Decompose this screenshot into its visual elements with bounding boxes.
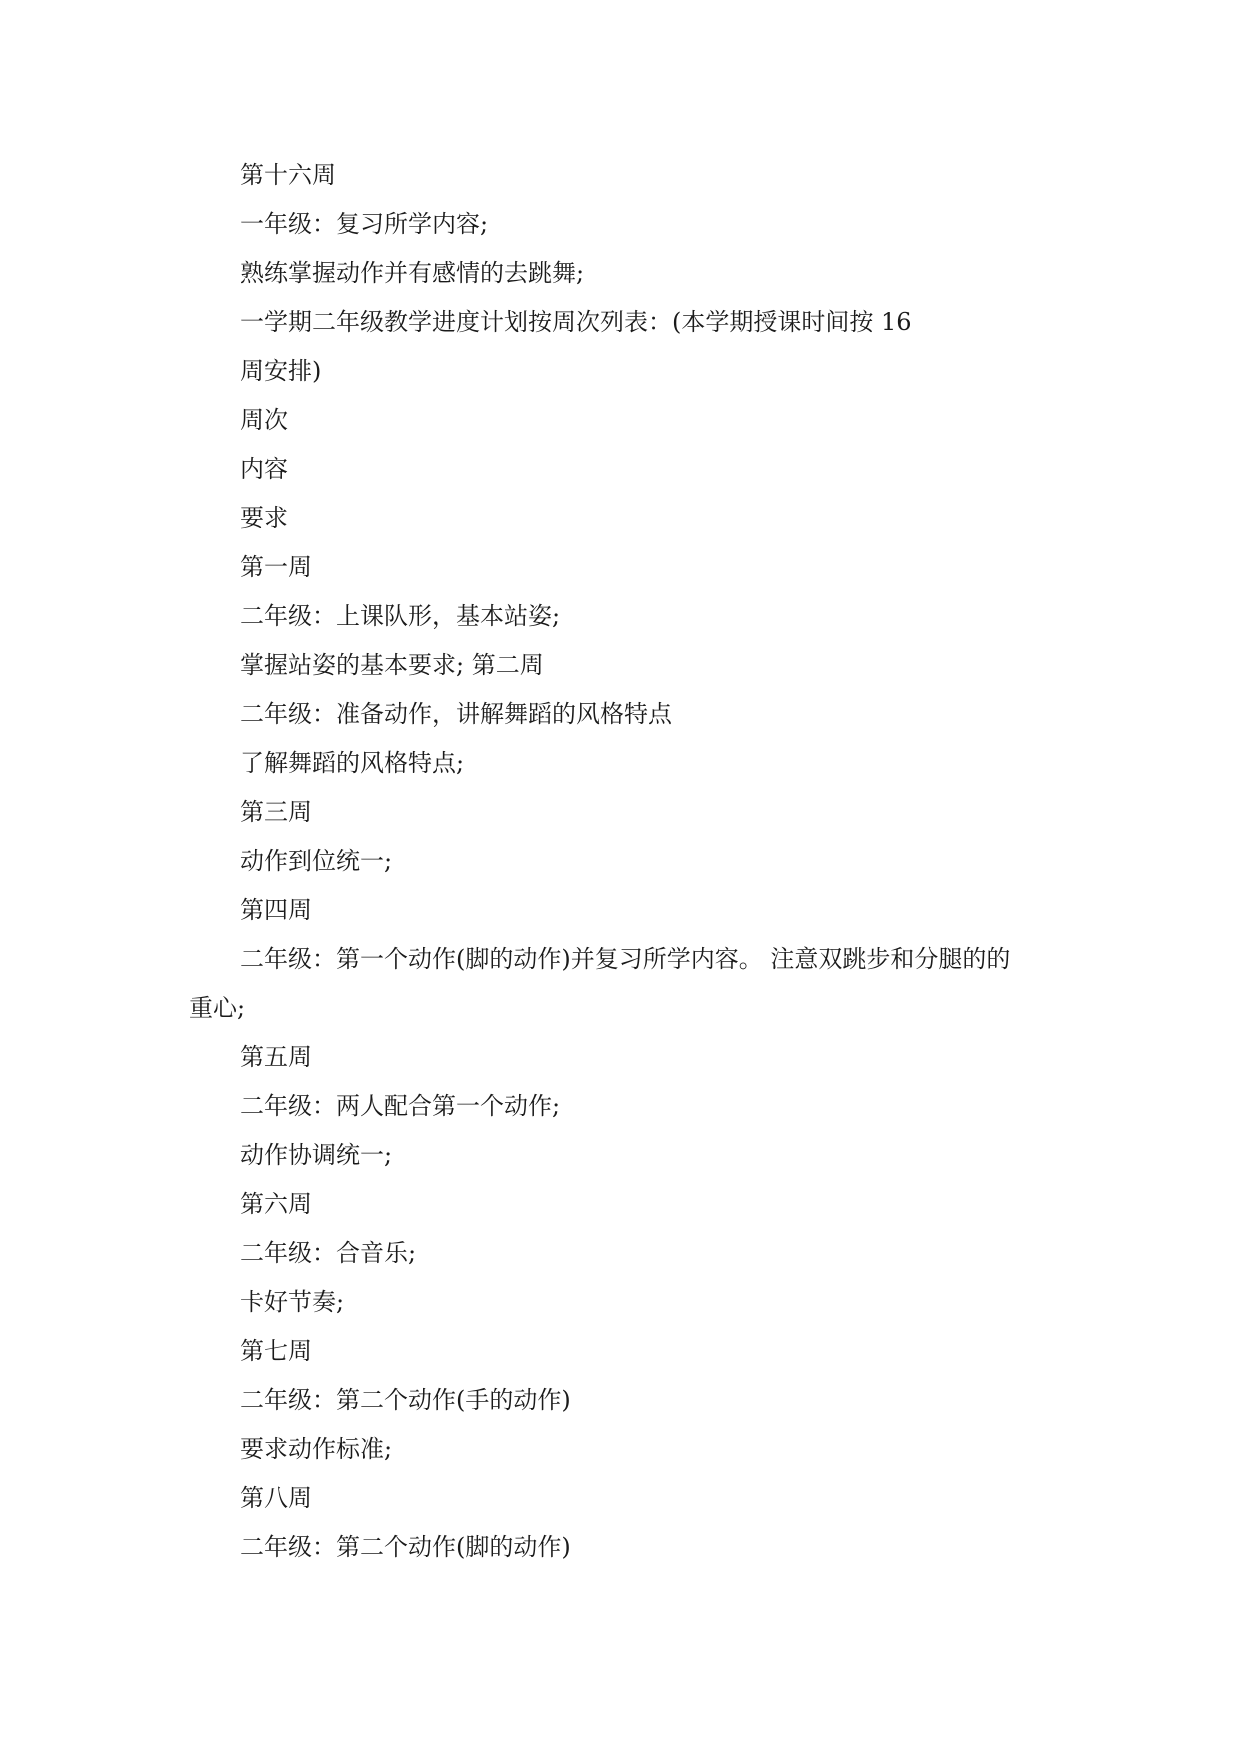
text-line: 第七周	[240, 1337, 312, 1365]
text-line: 要求动作标准;	[240, 1435, 393, 1463]
text-line: 第十六周	[240, 161, 336, 189]
text-line: 二年级：第二个动作(手的动作)	[240, 1386, 571, 1414]
text-line: 内容	[240, 455, 288, 483]
text-line: 第三周	[240, 798, 312, 826]
text-line: 要求	[240, 504, 288, 532]
text-line: 周次	[240, 406, 288, 434]
text-line: 重心;	[189, 994, 246, 1022]
text-line: 二年级：第一个动作(脚的动作)并复习所学内容。 注意双跳步和分腿的的	[240, 945, 1011, 973]
text-line: 一学期二年级教学进度计划按周次列表：(本学期授课时间按 16	[240, 308, 912, 336]
text-line: 二年级：合音乐;	[240, 1239, 417, 1267]
text-line: 二年级：两人配合第一个动作;	[240, 1092, 561, 1120]
text-line: 二年级：准备动作，讲解舞蹈的风格特点	[240, 700, 672, 728]
text-line: 周安排)	[240, 357, 322, 385]
text-line: 动作到位统一;	[240, 847, 393, 875]
text-line: 动作协调统一;	[240, 1141, 393, 1169]
text-line: 了解舞蹈的风格特点;	[240, 749, 465, 777]
text-line: 一年级：复习所学内容;	[240, 210, 489, 238]
text-line: 第五周	[240, 1043, 312, 1071]
text-line: 第一周	[240, 553, 312, 581]
text-line: 二年级：第二个动作(脚的动作)	[240, 1533, 571, 1561]
text-line: 第四周	[240, 896, 312, 924]
text-line: 熟练掌握动作并有感情的去跳舞;	[240, 259, 585, 287]
text-line: 掌握站姿的基本要求; 第二周	[240, 651, 544, 679]
text-line: 第六周	[240, 1190, 312, 1218]
text-line: 卡好节奏;	[240, 1288, 345, 1316]
text-line: 二年级：上课队形，基本站姿;	[240, 602, 561, 630]
text-line: 第八周	[240, 1484, 312, 1512]
